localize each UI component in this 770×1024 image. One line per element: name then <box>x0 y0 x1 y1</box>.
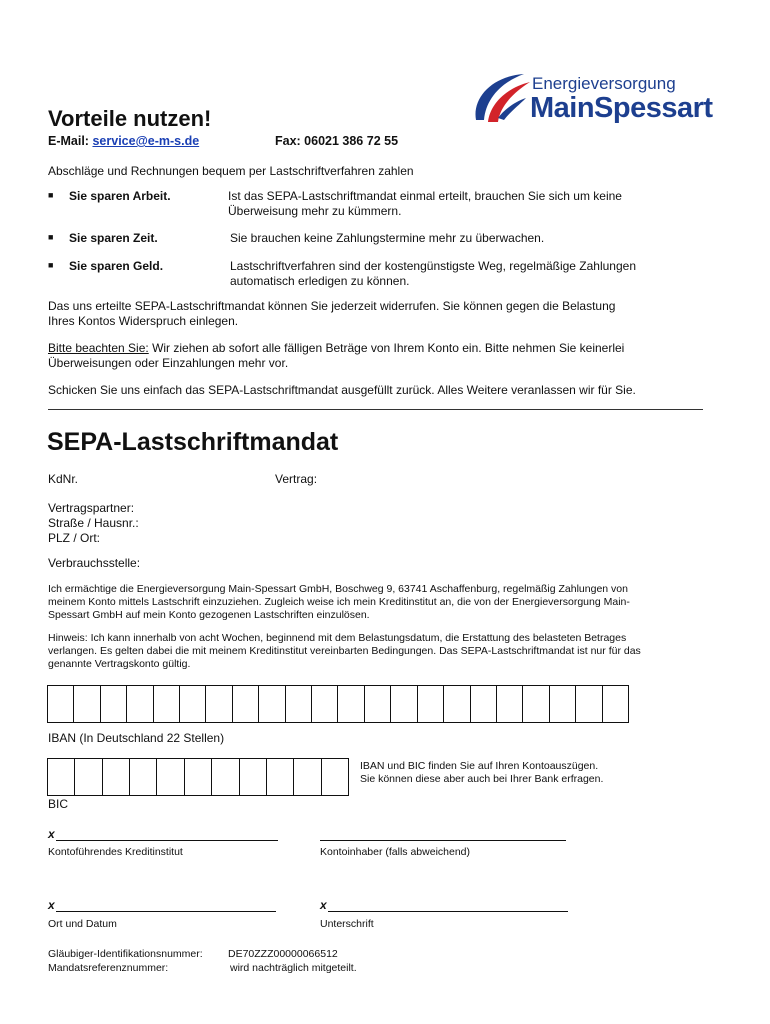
iban-digit-cell[interactable] <box>471 686 497 722</box>
iban-digit-cell[interactable] <box>206 686 232 722</box>
iban-digit-cell[interactable] <box>180 686 206 722</box>
iban-digit-cell[interactable] <box>576 686 602 722</box>
benefit-label: Sie sparen Arbeit. <box>69 189 171 203</box>
benefit-label: Sie sparen Geld. <box>69 259 164 273</box>
iban-digit-cell[interactable] <box>603 686 628 722</box>
iban-digit-cell[interactable] <box>523 686 549 722</box>
iban-digit-cell[interactable] <box>259 686 285 722</box>
iban-digit-cell[interactable] <box>391 686 417 722</box>
company-logo <box>468 68 713 130</box>
bic-note: IBAN und BIC finden Sie auf Ihren Kontoauszügen. Sie können diese aber auch bei Ihrer Bank erfragen. <box>360 760 604 785</box>
bic-char-cell[interactable] <box>130 759 157 795</box>
iban-digit-cell[interactable] <box>418 686 444 722</box>
bullet-icon: ■ <box>48 260 54 270</box>
bic-char-cell[interactable] <box>212 759 239 795</box>
bic-char-cell[interactable] <box>157 759 184 795</box>
mandate-title: SEPA-Lastschriftmandat <box>47 428 339 456</box>
iban-digit-cell[interactable] <box>286 686 312 722</box>
benefit-text: Lastschriftverfahren sind der kostengünstigste Weg, regelmäßige Zahlungen automatisch erledigen zu können. <box>230 259 637 288</box>
bic-char-cell[interactable] <box>322 759 348 795</box>
iban-digit-cell[interactable] <box>74 686 100 722</box>
bic-char-cell[interactable] <box>48 759 75 795</box>
signature-line[interactable] <box>328 911 568 912</box>
iban-digit-cell[interactable] <box>154 686 180 722</box>
iban-digit-cell[interactable] <box>48 686 74 722</box>
signature-label: Unterschrift <box>320 918 374 930</box>
iban-digit-cell[interactable] <box>127 686 153 722</box>
send-paragraph: Schicken Sie uns einfach das SEPA-Lastschriftmandat ausgefüllt zurück. Alles Weitere veranlassen wir für Sie. <box>48 383 636 397</box>
page-title: Vorteile nutzen! <box>48 106 212 131</box>
partner-label: Vertragspartner: <box>48 501 135 515</box>
iban-digit-cell[interactable] <box>338 686 364 722</box>
logo-line1: Energieversorgung <box>532 74 676 93</box>
bic-char-cell[interactable] <box>185 759 212 795</box>
note-label: Bitte beachten Sie: <box>48 341 149 355</box>
intro-text: Abschläge und Rechnungen bequem per Lastschriftverfahren zahlen <box>48 164 414 178</box>
iban-digit-cell[interactable] <box>365 686 391 722</box>
iban-label: IBAN (In Deutschland 22 Stellen) <box>48 731 225 745</box>
benefit-text: Sie brauchen keine Zahlungstermine mehr zu überwachen. <box>230 231 545 245</box>
authorization-text: Ich ermächtige die Energieversorgung Main-Spessart GmbH, Boschweg 9, 63741 Aschaffenburg, regelmäßig Zahlungen von meinem Konto mittels Lastschrift einzuziehen. Zugleich weise ich mein Kreditinstitut an, die von der Energieversorgung Main- Spessart GmbH auf mein Konto gezogenen Lastschriften einzulösen. <box>48 583 630 621</box>
iban-digit-cell[interactable] <box>233 686 259 722</box>
bic-label: BIC <box>48 797 69 811</box>
vertrag-label: Vertrag: <box>275 472 318 486</box>
bic-char-cell[interactable] <box>294 759 321 795</box>
hint-text: Hinweis: Ich kann innerhalb von acht Wochen, beginnend mit dem Belastungsdatum, die Erstattung des belasteten Betrages verlangen. Es gelten dabei die mit meinem Kreditinstitut vereinbarten Bedingungen. Das SEPA-Lastschriftmandat ist nur für das genannte Vertragskonto gültig. <box>48 632 641 670</box>
iban-digit-cell[interactable] <box>101 686 127 722</box>
note-paragraph: Bitte beachten Sie: Wir ziehen ab sofort alle fälligen Beträge von Ihrem Konto ein. Bitte nehmen Sie keinerlei Überweisungen oder Einzahlungen mehr vor. <box>48 341 625 370</box>
bic-char-cell[interactable] <box>75 759 102 795</box>
email-link[interactable]: service@e-m-s.de <box>92 134 200 148</box>
bank-label: Kontoführendes Kreditinstitut <box>48 846 183 858</box>
place-date-label: Ort und Datum <box>48 918 117 930</box>
bullet-icon: ■ <box>48 190 54 200</box>
iban-digit-cell[interactable] <box>444 686 470 722</box>
bic-char-cell[interactable] <box>103 759 130 795</box>
iban-input[interactable] <box>47 685 629 723</box>
holder-label: Kontoinhaber (falls abweichend) <box>320 846 471 858</box>
iban-digit-cell[interactable] <box>550 686 576 722</box>
fax-number: Fax: 06021 386 72 55 <box>275 134 399 148</box>
benefit-label: Sie sparen Zeit. <box>69 231 158 245</box>
email-label: E-Mail: <box>48 134 89 148</box>
creditor-id-label: Gläubiger-Identifikationsnummer: <box>48 948 203 960</box>
place-date-line[interactable] <box>56 911 276 912</box>
site-label: Verbrauchsstelle: <box>48 556 141 570</box>
street-label: Straße / Hausnr.: <box>48 516 139 530</box>
mandate-ref-value: wird nachträglich mitgeteilt. <box>230 962 357 974</box>
city-label: PLZ / Ort: <box>48 531 101 545</box>
revoke-paragraph: Das uns erteilte SEPA-Lastschriftmandat können Sie jederzeit widerrufen. Sie können gegen die Belastung Ihres Kontos Widerspruch einlegen. <box>48 299 616 328</box>
mark-x: x <box>320 898 327 912</box>
benefit-text: Ist das SEPA-Lastschriftmandat einmal erteilt, brauchen Sie sich um keine Überweisung mehr zu kümmern. <box>228 189 622 218</box>
logo-swoosh-icon <box>468 68 538 128</box>
email-line <box>48 134 199 149</box>
creditor-id-value: DE70ZZZ00000066512 <box>228 948 338 960</box>
mark-x: x <box>48 827 55 841</box>
bank-line[interactable] <box>56 840 278 841</box>
partner-block <box>48 501 139 546</box>
bic-input[interactable] <box>47 758 349 796</box>
logo-line2: MainSpessart <box>530 92 713 124</box>
holder-line[interactable] <box>320 840 566 841</box>
iban-digit-cell[interactable] <box>497 686 523 722</box>
divider <box>48 409 703 410</box>
kdnr-label: KdNr. <box>48 472 79 486</box>
bullet-icon: ■ <box>48 232 54 242</box>
bic-char-cell[interactable] <box>240 759 267 795</box>
mark-x: x <box>48 898 55 912</box>
iban-digit-cell[interactable] <box>312 686 338 722</box>
bic-char-cell[interactable] <box>267 759 294 795</box>
mandate-ref-label: Mandatsreferenznummer: <box>48 962 169 974</box>
